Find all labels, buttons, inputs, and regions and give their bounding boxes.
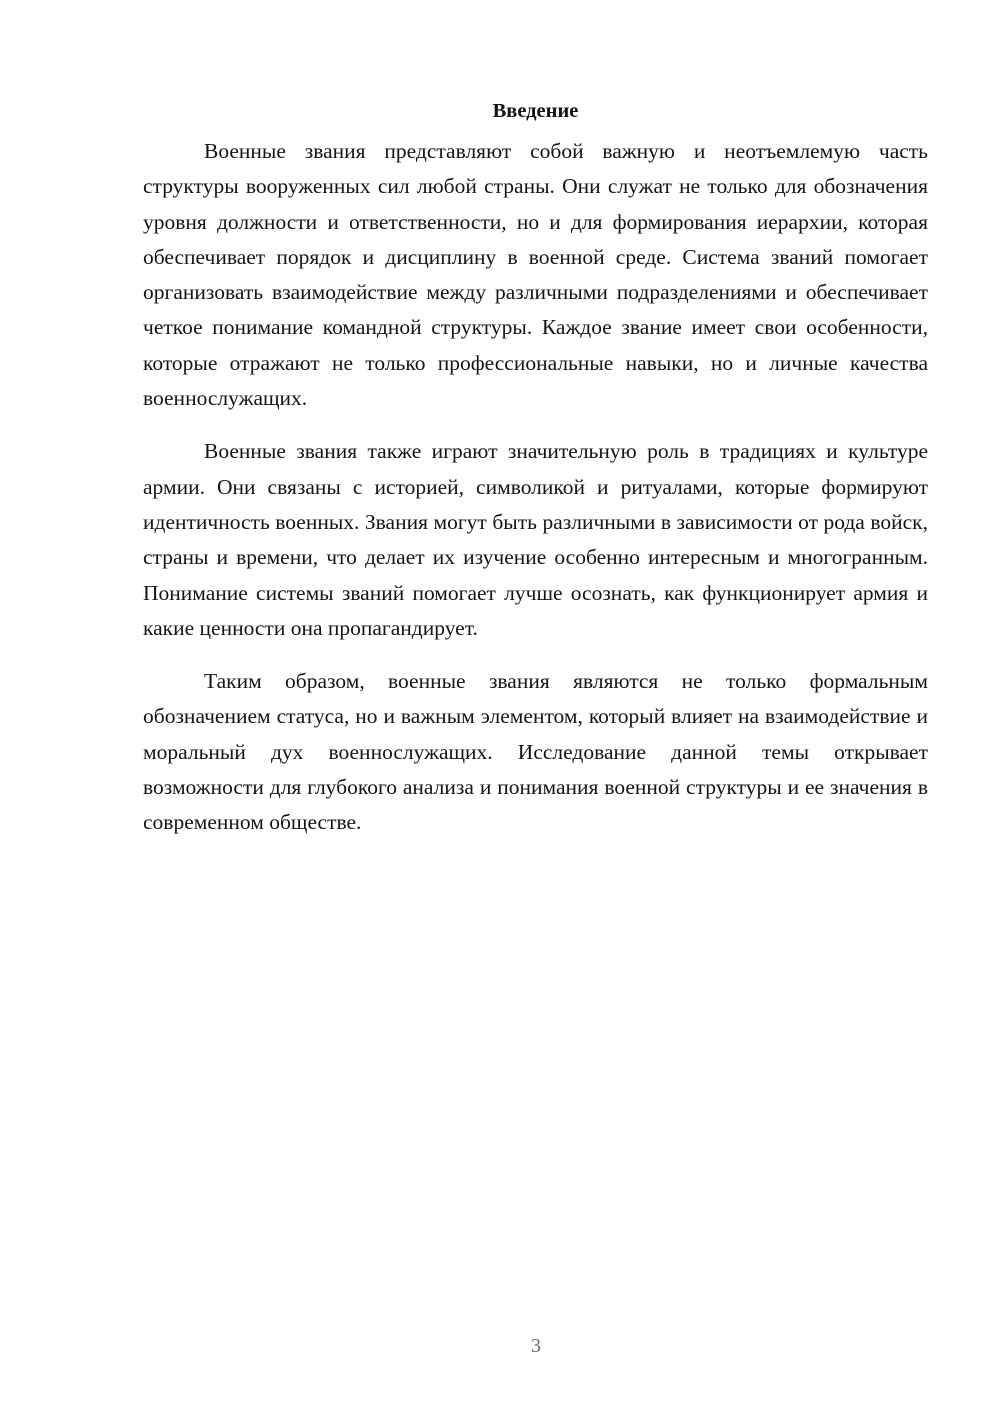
paragraph-3: Таким образом, военные звания являются не только формальным обозначением статуса, но и важным элементом, который влияет на взаимодействие и моральный дух военнослужащих. Исследование данной темы открывает возможности для глубокого анализа и понимания военной структуры и ее значения в современном обществе. [143, 669, 928, 835]
paragraph-1: Военные звания представляют собой важную и неотъемлемую часть структуры вооруженных сил любой страны. Они служат не только для обозначения уровня должности и ответственности, но и для формирования иерархии, которая обеспечивает порядок и дисциплину в военной среде. Система званий помогает организовать взаимодействие между различными подразделениями и обеспечивает четкое понимание командной структуры. Каждое звание имеет свои особенности, которые отражают не только профессиональные навыки, но и личные качества военнослужащих. [143, 139, 928, 411]
paragraph-2: Военные звания также играют значительную роль в традициях и культуре армии. Они связаны с историей, символикой и ритуалами, которые формируют идентичность военных. Звания могут быть различными в зависимости от рода войск, страны и времени, что делает их изучение особенно интересным и многогранным. Понимание системы званий помогает лучше осознать, как функционирует армия и какие ценности она пропагандирует. [143, 439, 928, 640]
section-title: Введение [492, 100, 579, 122]
page-number: 3 [531, 1335, 541, 1357]
page-content [143, 98, 928, 841]
